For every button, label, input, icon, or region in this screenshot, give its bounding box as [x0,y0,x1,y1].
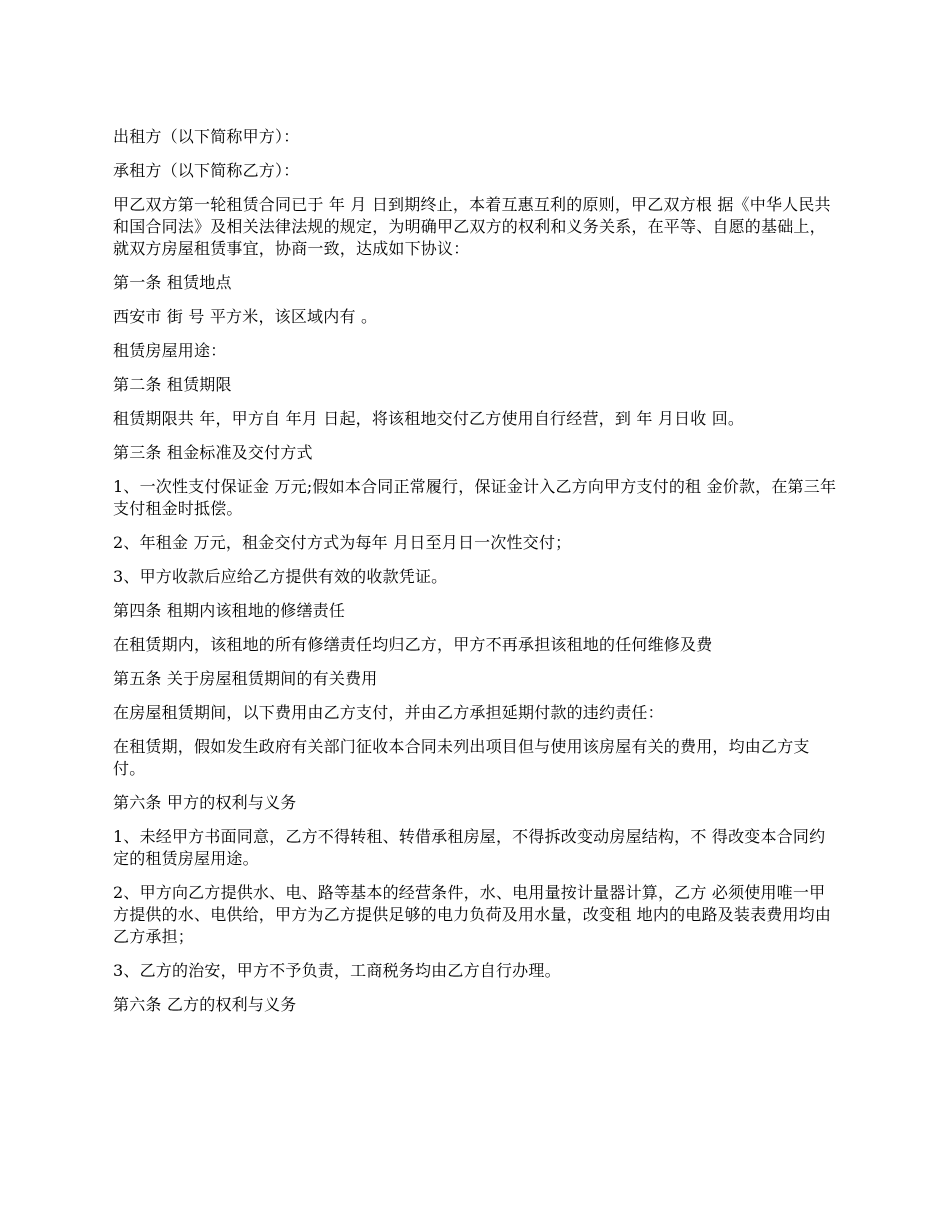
article-4-body: 在租赁期内，该租地的所有修缮责任均归乙方，甲方不再承担该租地的任何维修及费 [113,635,713,654]
article-6b-heading: 第六条 乙方的权利与义务 [113,995,297,1014]
article-3-heading: 第三条 租金标准及交付方式 [113,443,313,462]
article-6-item-1: 1、未经甲方书面同意，乙方不得转租、转借承租房屋，不得拆改变动房屋结构，不 得改变本合同约定的租赁房屋用途。 [113,827,826,868]
article-2-heading: 第二条 租赁期限 [113,375,232,394]
article-3-item-2: 2、年租金 万元，租金交付方式为每年 月日至月日一次性交付； [113,533,572,552]
lessor-line: 出租方（以下简称甲方）： [113,127,300,146]
article-4-heading: 第四条 租期内该租地的修缮责任 [113,601,346,620]
article-1-location: 西安市 街 号 平方米，该区域内有 。 [113,307,378,326]
article-3-item-3: 3、甲方收款后应给乙方提供有效的收款凭证。 [113,567,448,586]
article-3-item-1: 1、一次性支付保证金 万元;假如本合同正常履行，保证金计入乙方向甲方支付的租 金价款，在第三年支付租金时抵偿。 [113,477,837,518]
lessee-line: 承租方（以下简称乙方）： [113,161,300,180]
article-6-item-3: 3、乙方的治安，甲方不予负责，工商税务均由乙方自行办理。 [113,961,561,980]
article-5-heading: 第五条 关于房屋租赁期间的有关费用 [113,669,378,688]
document-body [113,126,838,1028]
article-6-heading: 第六条 甲方的权利与义务 [113,793,297,812]
article-6-item-2: 2、甲方向乙方提供水、电、路等基本的经营条件，水、电用量按计量器计算，乙方 必须使用唯一甲方提供的水、电供给，甲方为乙方提供足够的电力负荷及用水量，改变租 地内的电路及装表费用均由乙方承担； [113,883,832,946]
article-5-body-2: 在租赁期，假如发生政府有关部门征收本合同未列出项目但与使用该房屋有关的费用，均由乙方支付。 [113,737,810,778]
article-1-heading: 第一条 租赁地点 [113,273,232,292]
article-1-usage: 租赁房屋用途： [113,341,227,360]
article-2-term: 租赁期限共 年，甲方自 年月 日起，将该租地交付乙方使用自行经营，到 年 月日收 回。 [113,409,745,428]
article-5-body-1: 在房屋租赁期间，以下费用由乙方支付，并由乙方承担延期付款的违约责任： [113,703,664,722]
preamble-paragraph: 甲乙双方第一轮租赁合同已于 年 月 日到期终止，本着互惠互利的原则，甲乙双方根 据《中华人民共和国合同法》及相关法律法规的规定，为明确甲乙双方的权利和义务关系，在平等、自愿的基础上，就双方房屋租赁事宜，协商一致，达成如下协议： [113,195,831,258]
